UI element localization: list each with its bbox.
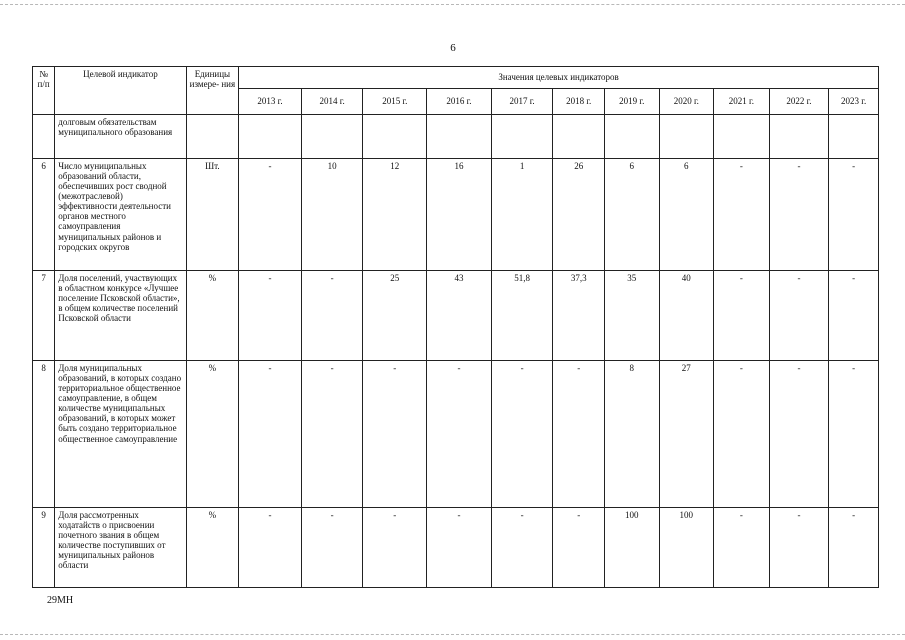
row-value: - (829, 361, 879, 508)
row-unit: Шт. (186, 159, 239, 271)
header-year: 2013 г. (239, 89, 302, 115)
row-value: 6 (659, 159, 714, 271)
table-row (33, 361, 879, 508)
row-value (659, 115, 714, 159)
row-value: - (714, 361, 770, 508)
row-value (769, 115, 829, 159)
header-year: 2020 г. (659, 89, 714, 115)
row-value (363, 115, 427, 159)
row-value: 25 (363, 271, 427, 361)
row-value: - (363, 508, 427, 588)
row-value: - (553, 361, 605, 508)
row-value: - (491, 361, 553, 508)
row-value (553, 115, 605, 159)
row-value: 26 (553, 159, 605, 271)
row-value: 100 (659, 508, 714, 588)
row-value: 10 (301, 159, 363, 271)
row-value: - (427, 508, 492, 588)
row-indicator: Доля рассмотренных ходатайств о присвоении почетного звания в общем количестве поступивших от муниципальных районов области (55, 508, 186, 588)
row-value: - (239, 271, 302, 361)
row-value: - (769, 508, 829, 588)
header-year: 2017 г. (491, 89, 553, 115)
row-value: 37,3 (553, 271, 605, 361)
page-number: 6 (450, 42, 456, 54)
row-value: - (769, 271, 829, 361)
row-value: - (829, 271, 879, 361)
row-value (239, 115, 302, 159)
row-value (714, 115, 770, 159)
row-value (301, 115, 363, 159)
row-unit: % (186, 271, 239, 361)
row-value: - (769, 361, 829, 508)
row-value: - (427, 361, 492, 508)
row-indicator: долговым обязательствам муниципального образования (55, 115, 186, 159)
header-year: 2022 г. (769, 89, 829, 115)
header-indicator: Целевой индикатор (55, 67, 186, 115)
header-year: 2023 г. (829, 89, 879, 115)
row-value: - (301, 508, 363, 588)
row-value: - (239, 159, 302, 271)
table-row (33, 159, 879, 271)
row-value: 8 (604, 361, 659, 508)
table-row (33, 115, 879, 159)
footer-code: 29МН (47, 595, 74, 606)
row-value: 16 (427, 159, 492, 271)
row-number (33, 115, 55, 159)
row-indicator: Число муниципальных образований области, обеспечивших рост сводной (межотраслевой) эффективности деятельности органов местного самоуправления муниципальных районов и городских округов (55, 159, 186, 271)
row-value: - (363, 361, 427, 508)
row-unit: % (186, 361, 239, 508)
header-row-1 (33, 67, 879, 89)
row-value (604, 115, 659, 159)
row-value: 27 (659, 361, 714, 508)
row-value: - (239, 361, 302, 508)
row-value: - (301, 361, 363, 508)
header-year: 2019 г. (604, 89, 659, 115)
header-units: Единицы измере- ния (186, 67, 239, 115)
row-value: - (829, 508, 879, 588)
row-unit (186, 115, 239, 159)
header-year: 2018 г. (553, 89, 605, 115)
row-value: - (553, 508, 605, 588)
row-value: - (301, 271, 363, 361)
row-number: 8 (33, 361, 55, 508)
row-value: 12 (363, 159, 427, 271)
header-year: 2014 г. (301, 89, 363, 115)
row-number: 6 (33, 159, 55, 271)
header-year: 2015 г. (363, 89, 427, 115)
row-value: - (769, 159, 829, 271)
row-value: - (714, 508, 770, 588)
row-indicator: Доля муниципальных образований, в которых создано территориальное общественное самоуправление, в общем количестве муниципальных образований, в которых может быть создано территориальное общественное самоуправление (55, 361, 186, 508)
row-value: 43 (427, 271, 492, 361)
target-indicators-table (32, 66, 879, 588)
header-year: 2016 г. (427, 89, 492, 115)
row-value: - (714, 159, 770, 271)
row-unit: % (186, 508, 239, 588)
row-value: 6 (604, 159, 659, 271)
row-value: - (829, 159, 879, 271)
row-number: 7 (33, 271, 55, 361)
row-value: 40 (659, 271, 714, 361)
row-value (427, 115, 492, 159)
row-indicator: Доля поселений, участвующих в областном конкурсе «Лучшее поселение Псковской области», в общем количестве поселений Псковской области (55, 271, 186, 361)
table-row (33, 508, 879, 588)
row-value: - (491, 508, 553, 588)
row-value: 35 (604, 271, 659, 361)
row-value (829, 115, 879, 159)
table-row (33, 271, 879, 361)
row-value (491, 115, 553, 159)
row-value: 1 (491, 159, 553, 271)
top-edge-line (0, 4, 905, 5)
row-number: 9 (33, 508, 55, 588)
header-num: № п/п (33, 67, 55, 115)
row-value: - (239, 508, 302, 588)
bottom-edge-line (0, 634, 905, 635)
header-year: 2021 г. (714, 89, 770, 115)
row-value: 100 (604, 508, 659, 588)
row-value: 51,8 (491, 271, 553, 361)
header-values: Значения целевых индикаторов (239, 67, 879, 89)
row-value: - (714, 271, 770, 361)
